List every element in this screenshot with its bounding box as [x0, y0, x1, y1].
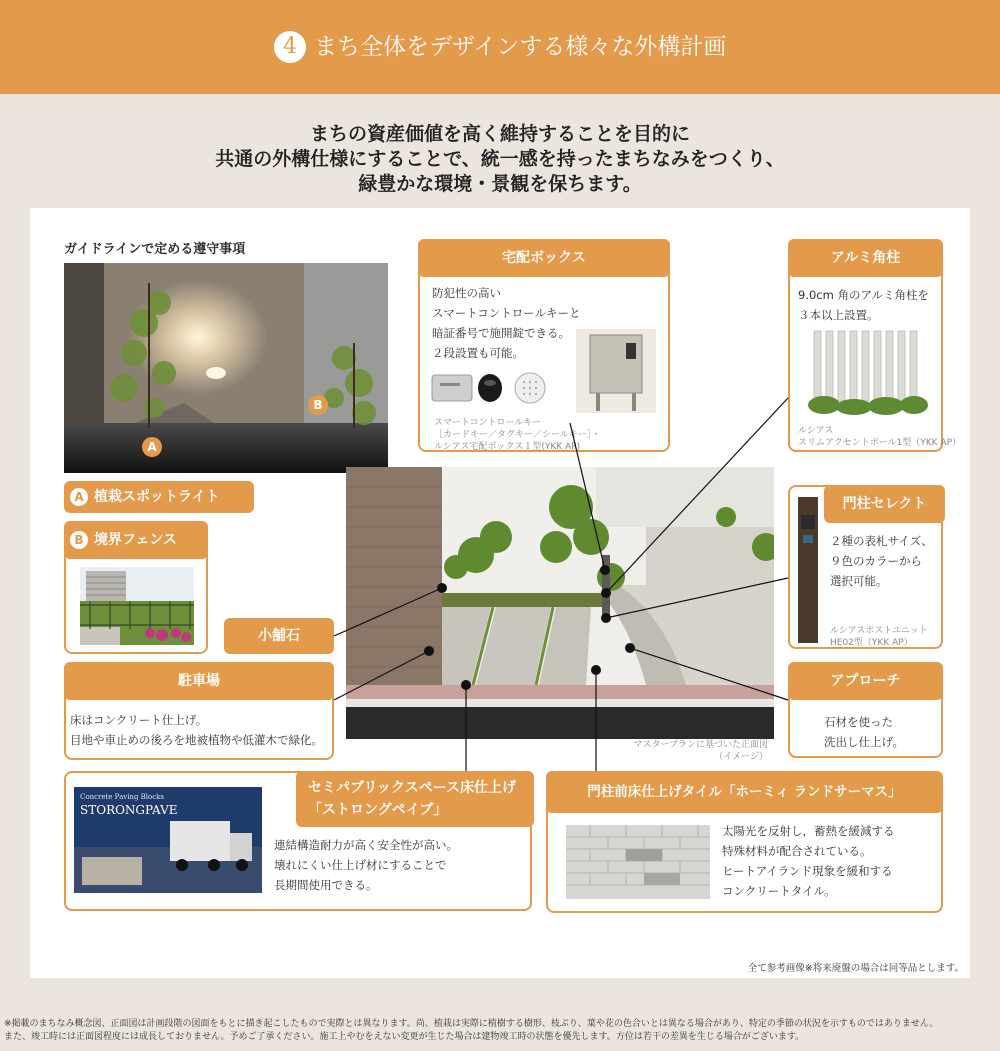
- gatepost-title: 門柱セレクト: [824, 485, 945, 523]
- desc-line: ２種の表札サイズ、: [830, 534, 933, 548]
- desc-line: 連結構造耐力が高く安全性が高い。: [274, 838, 458, 852]
- caption-line: スリムアクセントポール1型（YKK AP）: [798, 438, 962, 448]
- desc-line: 長期間使用できる。: [274, 878, 378, 892]
- tile-title: 門柱前床仕上げタイル「ホーミィ ランドサーマス」: [546, 771, 943, 813]
- caption-line: ルシアス宅配ボックス１型(YKK AP): [434, 442, 581, 452]
- caption-line: （イメージ）: [714, 752, 768, 762]
- desc-line: 太陽光を反射し，蓄熱を緩減する: [722, 824, 895, 838]
- title-line: セミパブリックスペース床仕上げ: [308, 780, 517, 796]
- brochure-small-text: Concrete Paving Blocks: [80, 793, 164, 801]
- desc-line: ９色のカラーから: [830, 554, 922, 568]
- desc-line: 暗証番号で施開錠できる。: [432, 326, 570, 340]
- approach-title: アプローチ: [788, 662, 943, 700]
- desc-line: 石材を使った: [824, 715, 893, 729]
- leader-lines: [30, 208, 970, 978]
- guideline-heading: ガイドラインで定める遵守事項: [64, 242, 246, 257]
- reference-note: 全て参考画像※将来廃盤の場合は同等品とします。: [747, 963, 964, 974]
- desc-line: 9.0cm 角のアルミ角柱を: [798, 288, 930, 302]
- intro-line: まちの資産価値を高く維持することを目的に: [309, 123, 690, 145]
- small-paving-label: 小舗石: [224, 618, 334, 654]
- desc-line: 防犯性の高い: [432, 286, 501, 300]
- photo-marker-b: B: [308, 395, 328, 415]
- aluminum-pole-title: アルミ角柱: [788, 239, 943, 277]
- brochure-name: STORONGPAVE: [80, 803, 178, 817]
- desc-line: ２段設置も可能。: [432, 346, 524, 360]
- intro-line: 共通の外構仕様にすることで、統一感を持ったまちなみをつくり、: [215, 148, 785, 170]
- section-number: 4: [274, 31, 306, 63]
- desc-line: 目地や車止めの後ろを地被植物や低灌木で緑化。: [70, 733, 323, 747]
- desc-line: スマートコントロールキーと: [432, 306, 581, 320]
- desc-line: ヒートアイランド現象を緩和する: [722, 864, 893, 878]
- title-line: 「ストロングペイブ」: [308, 802, 448, 818]
- desc-line: 壊れにくい仕上げ材にすることで: [274, 858, 447, 872]
- desc-line: コンクリートタイル。: [722, 884, 836, 898]
- content-panel: [30, 208, 970, 978]
- photo-marker-a: A: [142, 437, 162, 457]
- caption-line: HE02型（YKK AP）: [830, 638, 913, 648]
- intro-line: 緑豊かな環境・景観を保ちます。: [358, 173, 642, 195]
- intro-text: [0, 122, 1000, 197]
- delivery-box-title: 宅配ボックス: [418, 239, 670, 277]
- section-title: まち全体をデザインする様々な外構計画: [314, 34, 727, 60]
- parking-title: 駐車場: [64, 662, 334, 700]
- section-banner: [0, 0, 1000, 94]
- caption-line: マスタープランに基づいた正面図: [633, 740, 768, 750]
- desc-line: 床はコンクリート仕上げ。: [70, 713, 208, 727]
- caption-line: スマートコントロールキー: [434, 418, 542, 428]
- desc-line: 洗出し仕上げ。: [824, 735, 905, 749]
- spotlight-text: 植栽スポットライト: [94, 489, 220, 505]
- footnote-line: また、竣工時には正面図程度には成長しておりません。予めご了承ください。施工上やむをえない変更が生じた場合は建物竣工時の状態を優先します。方位は若干の差異を生じる場合がございます。: [4, 1032, 805, 1042]
- fence-label: 境界フェンス: [94, 532, 177, 548]
- desc-line: 選択可能。: [830, 574, 888, 588]
- caption-line: ルシアス: [798, 426, 834, 436]
- caption-line: ルシアスポストユニット: [830, 626, 928, 636]
- letter-b-icon: B: [70, 531, 88, 549]
- footnote-line: ※掲載のまちなみ概念図、正面図は計画段階の図面をもとに描き起こしたもので実際とは異なります。尚、植栽は実際に植樹する樹形、枝ぶり、葉や花の色合いとは異なる場合があり、特定の季節の状況を示すものではありません。: [4, 1019, 939, 1029]
- caption-line: ［カードキー／タグキー／シールキー］・: [434, 430, 601, 440]
- desc-line: 特殊材料が配合されている。: [722, 844, 872, 858]
- letter-a-icon: A: [70, 488, 88, 506]
- desc-line: ３本以上設置。: [798, 308, 879, 322]
